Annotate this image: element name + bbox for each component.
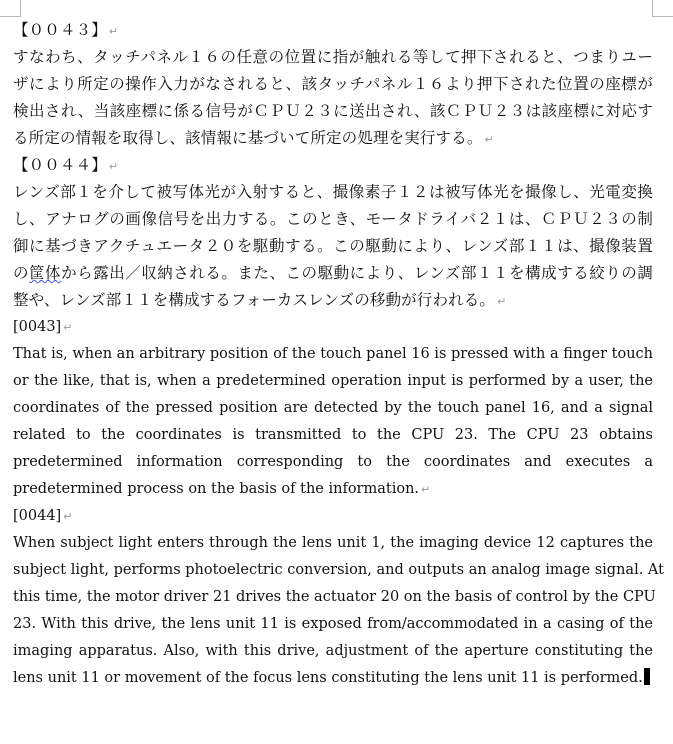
paragraph-mark-icon: ↵ — [497, 295, 507, 308]
text-line: That is, when an arbitrary position of the touch panel 16 is pressed with a finger touch — [13, 346, 653, 362]
jp-heading-0044 — [13, 152, 653, 179]
text-cursor — [644, 668, 650, 685]
text-segment: lens unit 11 or movement of the focus lens constituting the lens unit 11 is performed. — [13, 670, 643, 686]
text-segment: から露出／収納される。また、この駆動により、レンズ部１１を構成する絞りの調 — [61, 264, 653, 282]
text-line: 23. With this drive, the lens unit 11 is exposed from/accommodated in a casing of the — [13, 616, 653, 632]
en-paragraph-0043 — [13, 314, 653, 503]
text-segment: の — [13, 264, 30, 282]
text-line: すなわち、タッチパネル１６の任意の位置に指が触れる等して押下されると、つまりユー — [13, 48, 653, 66]
text-line: ザにより所定の操作入力がなされると、該タッチパネル１６より押下された位置の座標が — [13, 75, 653, 93]
text-line: When subject light enters through the lens unit 1, the imaging device 12 captures the — [13, 535, 653, 551]
paragraph-mark-icon: ↵ — [108, 25, 119, 38]
en-heading-0043 — [13, 314, 653, 341]
jp-paragraph-0043 — [13, 17, 653, 152]
paragraph-mark-icon: ↵ — [63, 510, 73, 523]
heading-text: [0043] — [13, 319, 62, 335]
paragraph-mark-icon: ↵ — [484, 133, 494, 146]
text-line: imaging apparatus. Also, with this drive, adjustment of the aperture constituting the — [13, 643, 653, 659]
paragraph-mark-icon: ↵ — [421, 483, 431, 496]
en-heading-0044 — [13, 503, 653, 530]
text-line: 御に基づきアクチュエータ２０を駆動する。この駆動により、レンズ部１１は、撮像装置 — [13, 237, 653, 255]
page-corner-marker-left — [0, 0, 21, 17]
heading-text: 【００４３】 — [13, 21, 107, 39]
en-paragraph-0044 — [13, 503, 664, 692]
text-line: coordinates of the pressed position are detected by the touch panel 16, and a signal — [13, 400, 653, 416]
document-page[interactable] — [13, 17, 664, 692]
spellcheck-squiggle[interactable]: 筐体 — [29, 264, 62, 282]
text-line — [13, 125, 653, 152]
text-line — [13, 665, 653, 692]
jp-paragraph-0044 — [13, 152, 653, 314]
text-line: related to the coordinates is transmitted to the CPU 23. The CPU 23 obtains — [13, 427, 653, 443]
text-line: or the like, that is, when a predetermined operation input is performed by a user, the — [13, 373, 653, 389]
paragraph-mark-icon: ↵ — [108, 160, 119, 173]
text-segment: る所定の情報を取得し、該情報に基づいて所定の処理を実行する。 — [13, 129, 483, 147]
text-line: レンズ部１を介して被写体光が入射すると、撮像素子１２は被写体光を撮像し、光電変換 — [13, 183, 653, 201]
text-line — [13, 260, 653, 287]
text-line: subject light, performs photoelectric conversion, and outputs an analog image signal. At — [13, 562, 664, 578]
jp-heading-0043 — [13, 17, 653, 44]
heading-text: 【００４４】 — [13, 156, 107, 174]
heading-text: [0044] — [13, 508, 62, 524]
page-corner-marker-right — [652, 0, 673, 17]
text-segment: predetermined process on the basis of the information. — [13, 481, 420, 497]
text-line: し、アナログの画像信号を出力する。このとき、モータドライバ２１は、ＣＰＵ２３の制 — [13, 210, 653, 228]
text-line: 検出され、当該座標に係る信号がＣＰＵ２３に送出され、該ＣＰＵ２３は該座標に対応す — [13, 102, 653, 120]
text-line — [13, 287, 653, 314]
text-line: predetermined information corresponding to the coordinates and executes a — [13, 454, 653, 470]
text-line — [13, 476, 653, 503]
text-segment: 整や、レンズ部１１を構成するフォーカスレンズの移動が行われる。 — [13, 291, 496, 309]
paragraph-mark-icon: ↵ — [63, 321, 73, 334]
text-line: this time, the motor driver 21 drives the actuator 20 on the basis of control by the CPU — [13, 589, 656, 605]
